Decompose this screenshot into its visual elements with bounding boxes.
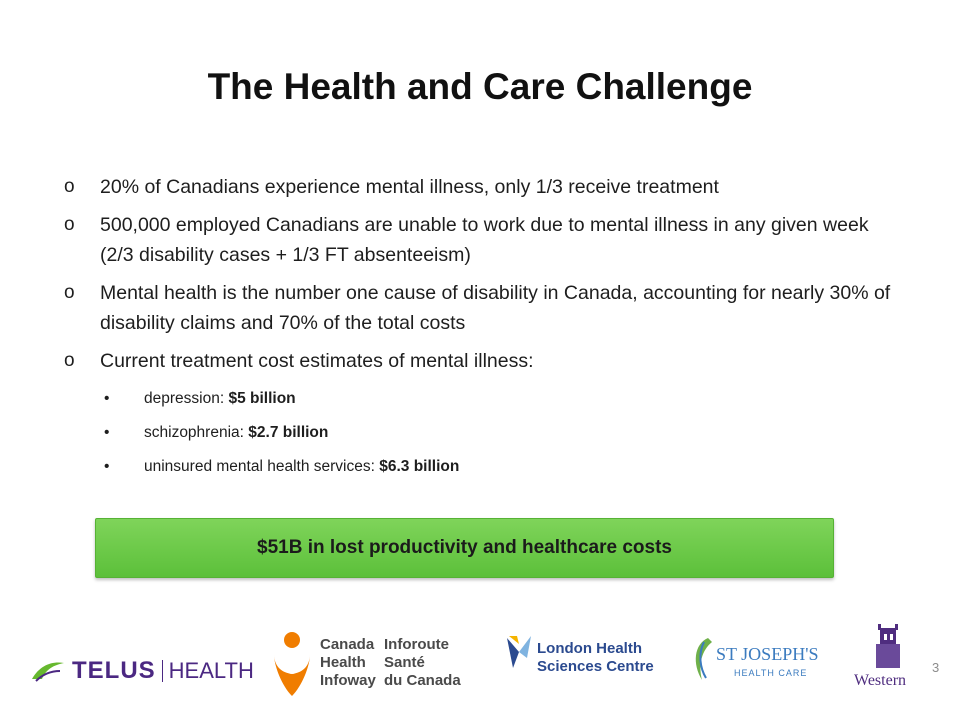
lhsc-text: London Health Sciences Centre	[537, 640, 654, 675]
sub-bullet-label: schizophrenia:	[144, 424, 249, 441]
sub-bullet-label: uninsured mental health services:	[144, 458, 380, 475]
bullet-marker: o	[64, 176, 75, 197]
bullet-text: Current treatment cost estimates of mental illness:	[100, 350, 534, 372]
st-josephs-wordmark: ST JOSEPH'S	[716, 644, 819, 664]
infoway-figure-icon	[268, 630, 316, 700]
bullet-item	[64, 278, 904, 338]
sub-bullet-item	[64, 422, 904, 444]
telus-swoosh-icon	[30, 659, 66, 683]
sub-bullet-marker: •	[104, 458, 110, 475]
page-number: 3	[932, 660, 940, 675]
sub-bullet-value: $6.3 billion	[379, 458, 460, 475]
infoway-text-fr: Inforoute Santé du Canada	[384, 636, 461, 689]
telus-health-wordmark: HEALTH	[168, 658, 254, 683]
infoway-logo	[268, 630, 468, 710]
bullet-item	[64, 346, 904, 376]
sub-bullet-label: depression:	[144, 390, 229, 407]
telus-divider	[162, 660, 163, 682]
bullet-marker: o	[64, 214, 75, 235]
bullet-item	[64, 172, 904, 202]
st-josephs-subtext: HEALTH CARE	[734, 668, 808, 678]
logo-strip	[0, 618, 960, 718]
st-josephs-logo	[688, 634, 828, 694]
sub-bullet-value: $2.7 billion	[248, 424, 329, 441]
western-wordmark: Western	[854, 672, 907, 689]
callout-banner: $51B in lost productivity and healthcare costs	[95, 518, 834, 578]
sub-bullet-value: $5 billion	[228, 390, 296, 407]
sub-bullet-marker: •	[104, 390, 110, 407]
bullet-marker: o	[64, 282, 75, 303]
bullet-text: 500,000 employed Canadians are unable to work due to mental illness in any given week (2/3 disability cases + 1/3 FT absenteeism)	[100, 214, 869, 266]
lhsc-mark-icon	[505, 632, 533, 672]
infoway-text-en: Canada Health Infoway	[320, 636, 376, 689]
bullet-text: Mental health is the number one cause of disability in Canada, accounting for nearly 30% of disability claims and 70% of the total costs	[100, 282, 891, 334]
western-tower-icon	[868, 624, 908, 672]
bullet-list	[64, 172, 904, 478]
telus-wordmark: TELUS	[72, 657, 156, 684]
lhsc-logo	[505, 632, 654, 692]
st-josephs-leaf-icon	[688, 634, 716, 684]
slide-title: The Health and Care Challenge	[207, 66, 753, 107]
sub-bullet-item	[64, 388, 904, 410]
western-logo	[852, 624, 922, 704]
bullet-text: 20% of Canadians experience mental illness, only 1/3 receive treatment	[100, 176, 719, 198]
sub-bullet-marker: •	[104, 424, 110, 441]
telus-health-logo	[30, 656, 255, 686]
sub-bullet-item	[64, 456, 904, 478]
bullet-marker: o	[64, 350, 75, 371]
bullet-item	[64, 210, 904, 270]
